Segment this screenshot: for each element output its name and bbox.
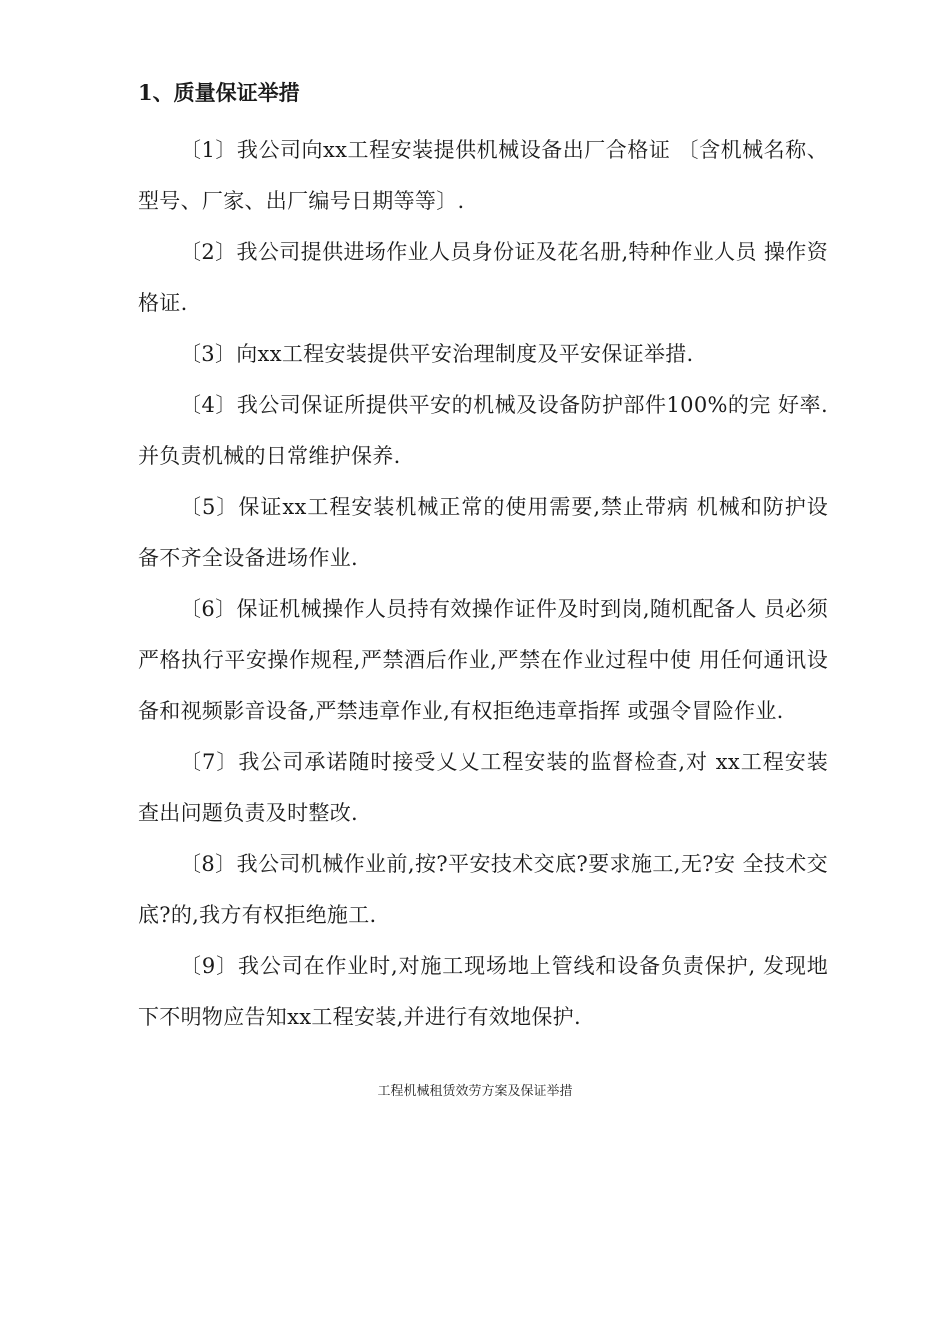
- paragraph-5: 〔5〕保证xx工程安装机械正常的使用需要,禁止带病 机械和防护设备不齐全设备进场作业.: [138, 495, 828, 570]
- paragraph-9: 〔9〕我公司在作业时,对施工现场地上管线和设备负责保护, 发现地下不明物应告知xx工程安装,并进行有效地保护.: [138, 954, 828, 1029]
- paragraph-1: 〔1〕我公司向xx工程安装提供机械设备出厂合格证 〔含机械名称、型号、厂家、出厂编号日期等等〕.: [138, 138, 828, 213]
- paragraph-6: 〔6〕保证机械操作人员持有效操作证件及时到岗,随机配备人 员必须严格执行平安操作规程,严禁酒后作业,严禁在作业过程中使 用任何通讯设备和视频影音设备,严禁违章作业,有权拒绝违章指挥 或强令冒险作业.: [138, 597, 828, 723]
- paragraph-7: 〔7〕我公司承诺随时接受乂乂工程安装的监督检查,对 xx工程安装查出问题负责及时整改.: [138, 750, 828, 825]
- paragraph-4: 〔4〕我公司保证所提供平安的机械及设备防护部件100%的完 好率.并负责机械的日常维护保养.: [138, 393, 828, 468]
- paragraph-8: 〔8〕我公司机械作业前,按?平安技术交底?要求施工,无?安 全技术交底?的,我方有权拒绝施工.: [138, 852, 828, 927]
- paragraph-2: 〔2〕我公司提供进场作业人员身份证及花名册,特种作业人员 操作资格证.: [138, 240, 828, 315]
- section-heading: 1、质量保证举措: [138, 80, 300, 105]
- document-body: [138, 125, 828, 1043]
- page-footer: 工程机械租赁效劳方案及保证举措: [377, 1084, 573, 1099]
- paragraph-3: 〔3〕向xx工程安装提供平安治理制度及平安保证举措.: [180, 342, 694, 366]
